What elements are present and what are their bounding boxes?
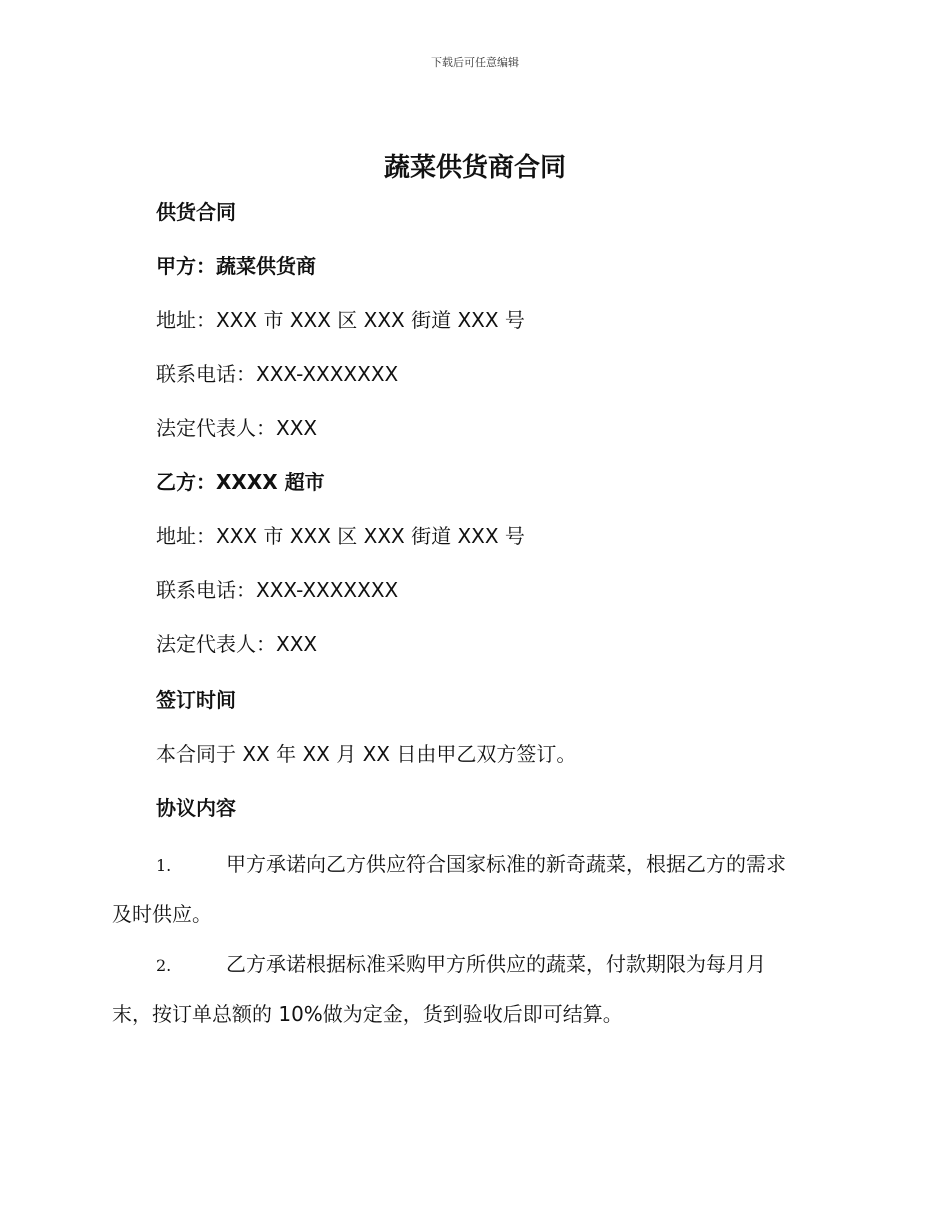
party-b-phone: 联系电话：XXX-XXXXXXX	[156, 578, 399, 602]
header-note: 下载后可任意编辑	[431, 56, 519, 69]
agreement-heading: 协议内容	[156, 796, 236, 820]
agreement-item	[112, 840, 842, 938]
item-text-line2: 末，按订单总额的 10%做为定金，货到验收后即可结算。	[112, 1002, 623, 1026]
item-number: 2.	[156, 956, 172, 975]
signing-text: 本合同于 XX 年 XX 月 XX 日由甲乙双方签订。	[156, 742, 577, 766]
party-a-address: 地址：XXX 市 XXX 区 XXX 街道 XXX 号	[156, 308, 525, 332]
agreement-item	[112, 940, 842, 1038]
item-number: 1.	[156, 856, 172, 875]
section-supply-contract: 供货合同	[156, 200, 236, 224]
signing-heading: 签订时间	[156, 688, 236, 712]
item-text-line1: 甲方承诺向乙方供应符合国家标准的新奇蔬菜，根据乙方的需求	[226, 852, 786, 876]
document-title: 蔬菜供货商合同	[383, 153, 566, 183]
party-a-phone: 联系电话：XXX-XXXXXXX	[156, 362, 399, 386]
party-a-heading: 甲方：蔬菜供货商	[156, 254, 316, 278]
item-text-line2: 及时供应。	[112, 902, 212, 926]
item-text-line1: 乙方承诺根据标准采购甲方所供应的蔬菜，付款期限为每月月	[226, 952, 766, 976]
party-b-heading: 乙方：XXXX 超市	[156, 470, 325, 494]
party-b-address: 地址：XXX 市 XXX 区 XXX 街道 XXX 号	[156, 524, 525, 548]
party-b-legal-rep: 法定代表人：XXX	[156, 632, 318, 656]
party-a-legal-rep: 法定代表人：XXX	[156, 416, 318, 440]
